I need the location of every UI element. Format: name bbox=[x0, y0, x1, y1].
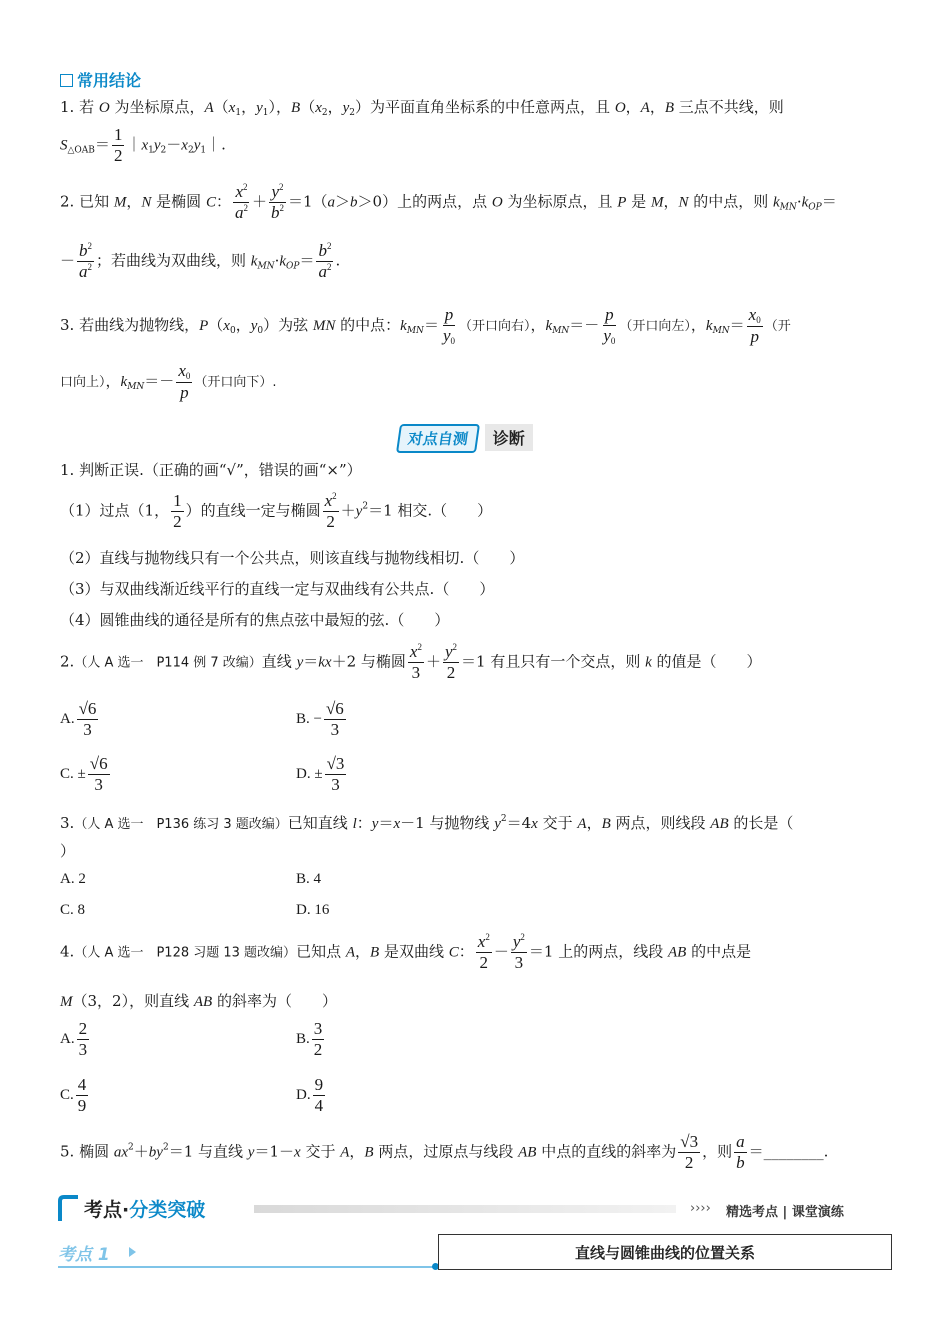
conclusion-3-line1: 3. 若曲线为抛物线，$P(x_0$，$y_0$）为弦 MN 的中点：$k_{MN}=$ $\frac{p}{y_0}$ （开口向右），$k_{MN}=-$ $\frac{p}{y_0}$ （开口向左），$k_{MN}=$ $\frac{x_0}{p}$ （开 bbox=[60, 305, 791, 347]
q4-option-c[interactable]: C. $\frac{4}{9}$ bbox=[60, 1075, 87, 1115]
q4-option-b[interactable]: B. $\frac{3}{2}$ bbox=[296, 1019, 323, 1059]
q1-item-1: （1）过点（1， $\frac{1}{2}$ ）的直线一定与椭圆 $\frac{x^2}{2}$ $+y^2=1$ 相交.（ ） bbox=[60, 491, 493, 531]
q2-option-b[interactable]: B. − $\frac{√6}{3}$ bbox=[296, 699, 344, 739]
self-test-banner bbox=[398, 424, 533, 454]
topic-row bbox=[58, 1234, 894, 1274]
q3-option-d[interactable]: D. 16 bbox=[296, 902, 330, 918]
topic-title-box bbox=[438, 1234, 892, 1270]
q1-intro: 1. 判断正误.（正确的画“√”，错误的画“×”） bbox=[60, 461, 362, 479]
section-header-right: 精选考点 | 课堂演练 bbox=[726, 1205, 844, 1220]
q5-stem: 5. 椭圆 $ax^2+by^2=1$ 与直线 y＝1－x 交于 A，B 两点，过原点与线段 AB 中点的直线的斜率为 $\frac{√3}{2}$ ，则 $\frac{a}{b}$ ＝________. bbox=[60, 1132, 829, 1172]
conclusion-1-line1: 1. 若 O 为坐标原点，$A(x_1$，$y_1$），$B(x_2$，$y_2$）为平面直角坐标系的中任意两点，且 O，A，B 三点不共线，则 bbox=[60, 98, 784, 118]
q2-option-c[interactable]: C. ± $\frac{√6}{3}$ bbox=[60, 754, 108, 794]
q4-option-a[interactable]: A. $\frac{2}{3}$ bbox=[60, 1019, 88, 1059]
q3-stem: 3.（人 A 选一 P136 练习 3 题改编）已知直线 l：y＝x－1 与抛物线 $y^2=4x$ 交于 A，B 两点，则线段 AB 的长是（ bbox=[60, 814, 794, 832]
section-header bbox=[58, 1193, 893, 1225]
conclusion-2-line1: 2. 已知 M，N 是椭圆 C： $\frac{x^2}{a^2}$ ＋ $\frac{y^2}{b^2}$ ＝1（a＞b＞0）上的两点，点 O 为坐标原点，且 P 是 M，N 的中点，则 $k_{MN}\cdot k_{OP}=$ bbox=[60, 182, 837, 222]
conclusion-2-line2: － $\frac{b^2}{a^2}$ ；若曲线为双曲线，则 $k_{MN}\cdot k_{OP}=$ $\frac{b^2}{a^2}$ . bbox=[60, 241, 341, 281]
topic-tag-arrow-icon bbox=[128, 1246, 138, 1258]
q4-stem: 4.（人 A 选一 P128 习题 13 题改编）已知点 A，B 是双曲线 C： $\frac{x^2}{2}$ － $\frac{y^2}{3}$ ＝1 上的两点，线段 AB 的中点是 bbox=[60, 932, 752, 972]
section-header-bracket-icon bbox=[58, 1195, 80, 1223]
conclusions-heading: 常用结论 bbox=[60, 68, 141, 91]
q1-item-3: （3）与双曲线渐近线平行的直线一定与双曲线有公共点.（ ） bbox=[60, 580, 495, 598]
self-test-tail: 诊断 bbox=[485, 424, 533, 451]
conclusion-3-line2: 口向上），$k_{MN}=-$ $\frac{x_0}{p}$ （开口向下）. bbox=[60, 361, 277, 403]
section-header-bar bbox=[254, 1205, 676, 1213]
q4-option-d[interactable]: D. $\frac{9}{4}$ bbox=[296, 1075, 324, 1115]
topic-title: 直线与圆锥曲线的位置关系 bbox=[574, 1243, 755, 1262]
q3-option-c[interactable]: C. 8 bbox=[60, 902, 86, 918]
q3-option-a[interactable]: A. 2 bbox=[60, 871, 86, 887]
q1-item-2: （2）直线与抛物线只有一个公共点，则该直线与抛物线相切.（ ） bbox=[60, 549, 525, 567]
q2-option-d[interactable]: D. ± $\frac{√3}{3}$ bbox=[296, 754, 345, 794]
checkbox-icon bbox=[60, 74, 73, 87]
q1-item-4: （4）圆锥曲线的通径是所有的焦点弦中最短的弦.（ ） bbox=[60, 611, 450, 629]
q2-stem: 2.（人 A 选一 P114 例 7 改编）直线 y＝kx＋2 与椭圆 $\frac{x^2}{3}$ ＋ $\frac{y^2}{2}$ ＝1 有且只有一个交点，则 k 的值是（ ） bbox=[60, 642, 762, 682]
q3-stem-close: ） bbox=[60, 842, 76, 860]
section-header-arrows: ›››› bbox=[690, 1201, 711, 1216]
q4-stem-line2: M（3，2），则直线 AB 的斜率为（ ） bbox=[60, 992, 337, 1010]
conclusion-1-formula: $S_{\triangle OAB}=$ $\frac{1}{2}$ $|x_1y_2-x_2y_1|$. bbox=[60, 125, 226, 165]
topic-tag: 考点 1 bbox=[58, 1245, 110, 1265]
q2-option-a[interactable]: A. $\frac{√6}{3}$ bbox=[60, 699, 97, 739]
q3-option-b[interactable]: B. 4 bbox=[296, 871, 322, 887]
topic-underline bbox=[58, 1266, 436, 1268]
section-title: 考点·分类突破 bbox=[84, 1199, 206, 1221]
self-test-badge: 对点自测 bbox=[396, 424, 480, 453]
